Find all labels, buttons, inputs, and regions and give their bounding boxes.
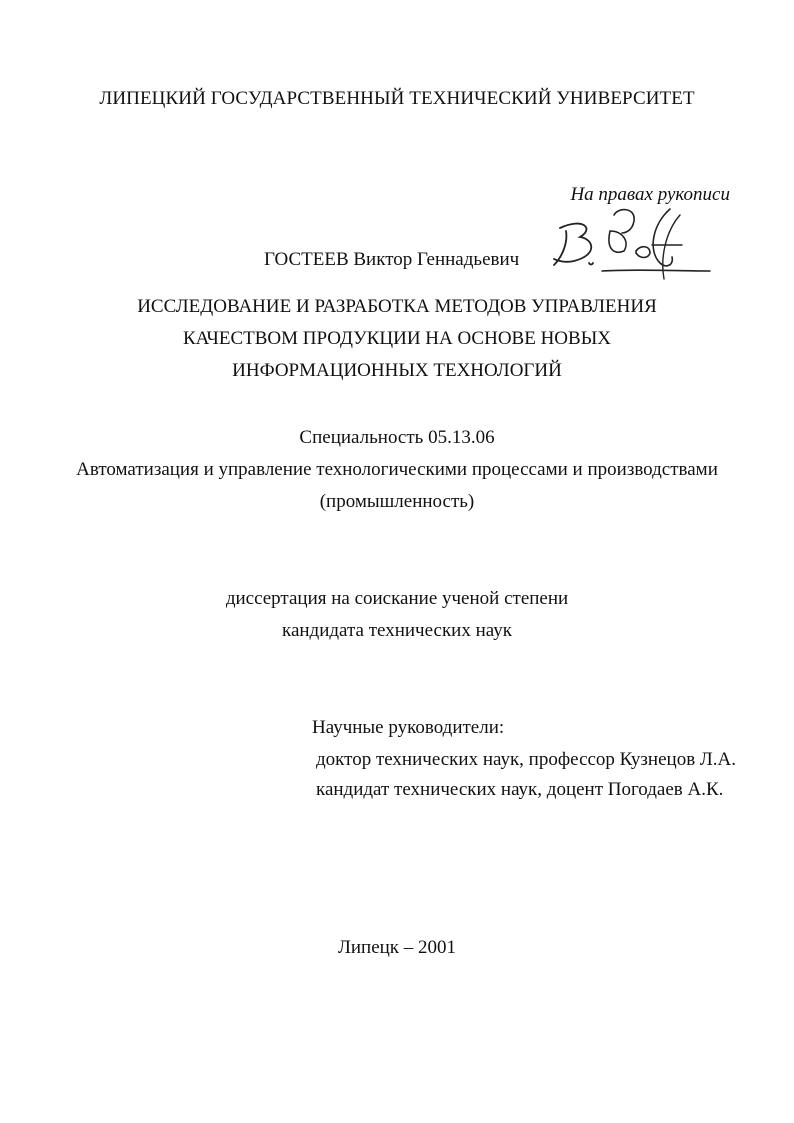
signature-icon [548,205,716,285]
degree-line-2: кандидата технических наук [282,620,512,641]
specialty-area: (промышленность) [319,491,475,512]
dissertation-title-line-3: ИНФОРМАЦИОННЫХ ТЕХНОЛОГИЙ [232,360,562,381]
degree-line-1: диссертация на соискание ученой степени [225,588,569,609]
dissertation-title-line-2: КАЧЕСТВОМ ПРОДУКЦИИ НА ОСНОВЕ НОВЫХ [182,328,611,349]
university-name: ЛИПЕЦКИЙ ГОСУДАРСТВЕННЫЙ ТЕХНИЧЕСКИЙ УНИВЕРСИТЕТ [99,88,695,109]
specialty-name: Автоматизация и управление технологическими процессами и производствами [76,459,718,480]
city-year: Липецк – 2001 [337,937,457,958]
manuscript-note: На правах рукописи [570,184,730,205]
specialty-code: Специальность 05.13.06 [299,427,495,448]
dissertation-title-line-1: ИССЛЕДОВАНИЕ И РАЗРАБОТКА МЕТОДОВ УПРАВЛЕНИЯ [137,296,657,317]
supervisor-item: доктор технических наук, профессор Кузнецов Л.А. [316,749,737,770]
author-name: ГОСТЕЕВ Виктор Геннадьевич [264,249,520,270]
supervisors-label: Научные руководители: [312,717,505,738]
supervisor-item: кандидат технических наук, доцент Погодаев А.К. [316,779,724,800]
